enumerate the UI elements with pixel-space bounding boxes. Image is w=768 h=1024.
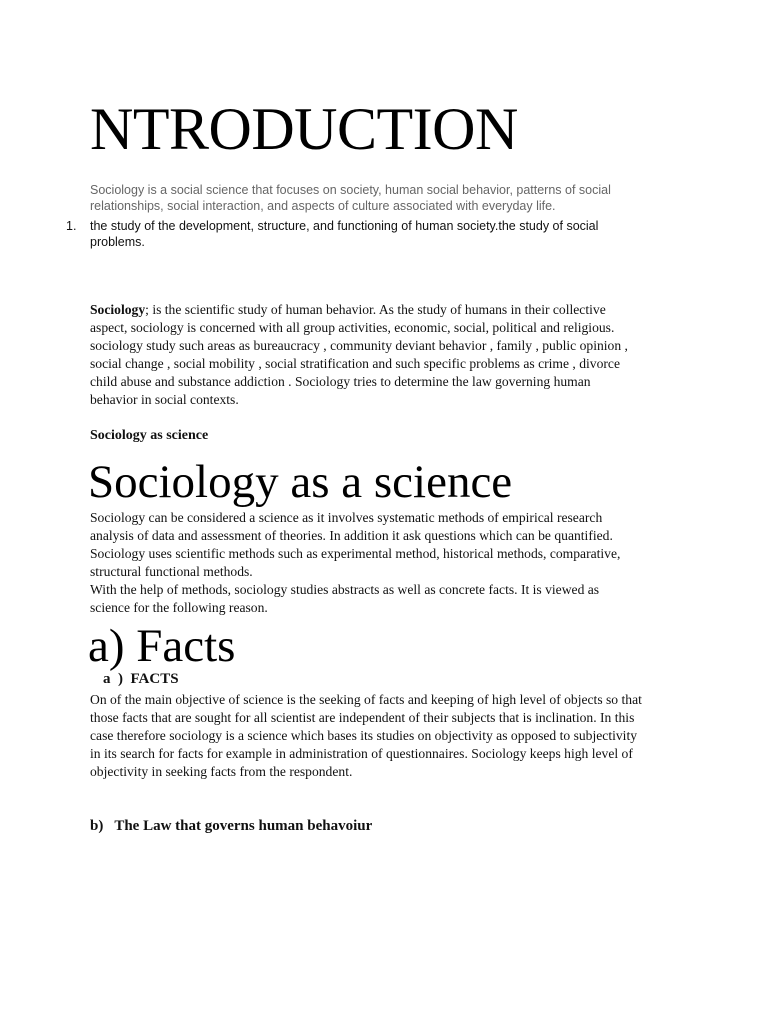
section-heading-small: Sociology as science <box>90 428 209 443</box>
sociology-definition-text: ; is the scientific study of human behavior. As the study of humans in their collective aspect, sociology is concerned with all group activities, economic, social, political and religious. sociology study such areas as bureaucracy , community deviant behavior , family , public opinion , social change , social mobility , social stratification and such specific problems as crime , divorce child abuse and substance addiction . Sociology tries to determine the law governing human behavior in social contexts. <box>90 302 628 407</box>
facts-paragraph: On of the main objective of science is the seeking of facts and keeping of high level of objects so that those facts that are sought for all scientist are independent of their subjects that is inclination. In this case therefore sociology is a science which bases its studies on objectivity as opposed to subjectivity in its search for facts for example in administration of questionnaires. Sociology keeps high level of objectivity in seeking facts from the respondent. <box>90 692 642 779</box>
document-title: NTRODUCTION <box>90 96 518 162</box>
section-heading-large: Sociology as a science <box>88 456 513 508</box>
science-paragraph-1: Sociology can be considered a science as it involves systematic methods of empirical research analysis of data and assessment of theories. In addition it ask questions which can be quantified. Sociology uses scientific methods such as experimental method, historical methods, comparative, structural functional methods. <box>90 510 621 579</box>
science-paragraph-2: With the help of methods, sociology studies abstracts as well as concrete facts. It is viewed as science for the following reason. <box>90 582 600 615</box>
sociology-definition-paragraph <box>90 301 630 409</box>
list-item-number: 1. <box>66 219 77 233</box>
facts-heading-large: a) Facts <box>88 620 236 672</box>
facts-heading-small: a ) FACTS <box>103 671 179 687</box>
intro-paragraph: Sociology is a social science that focuses on society, human social behavior, patterns of social relationships, social interaction, and aspects of culture associated with everyday life. <box>90 183 611 213</box>
sociology-term: Sociology <box>90 302 146 317</box>
law-heading: b) The Law that governs human behavoiur <box>90 818 373 834</box>
science-paragraph <box>90 509 630 617</box>
list-item-text: the study of the development, structure, and functioning of human society.the study of social problems. <box>90 219 599 249</box>
